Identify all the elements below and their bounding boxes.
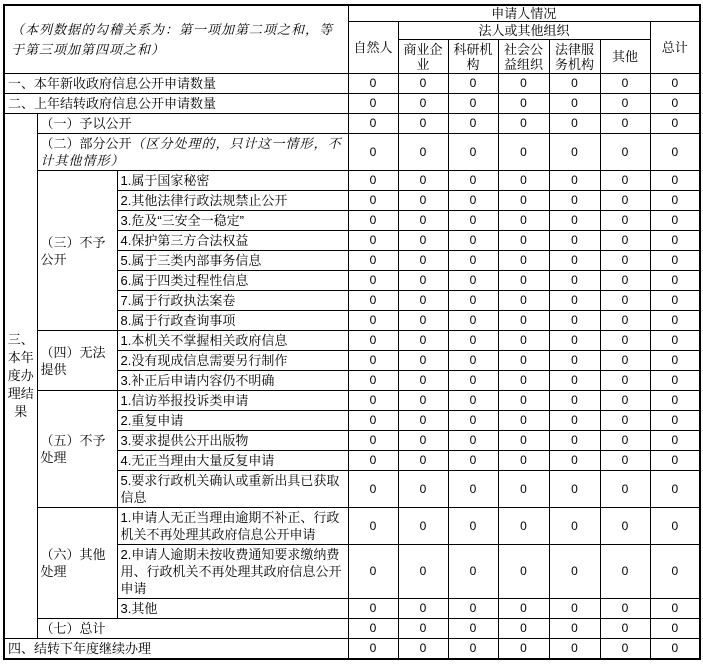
value-cell: 0 xyxy=(348,431,398,451)
value-cell: 0 xyxy=(549,134,600,171)
table-row xyxy=(4,331,700,351)
value-cell: 0 xyxy=(600,74,650,94)
value-cell: 0 xyxy=(600,191,650,211)
value-cell: 0 xyxy=(650,74,700,94)
value-cell: 0 xyxy=(348,114,398,134)
header-row-1 xyxy=(4,5,700,22)
value-cell: 0 xyxy=(398,545,448,599)
value-cell: 0 xyxy=(398,508,448,545)
value-cell: 0 xyxy=(600,351,650,371)
value-cell: 0 xyxy=(549,508,600,545)
value-cell: 0 xyxy=(348,599,398,619)
value-cell: 0 xyxy=(498,114,549,134)
value-cell: 0 xyxy=(498,311,549,331)
value-cell: 0 xyxy=(600,411,650,431)
value-cell: 0 xyxy=(398,351,448,371)
col-header-legal-or-other-org: 法人或其他组织 xyxy=(398,22,650,40)
col-header-legal-service-org: 法律服务机构 xyxy=(549,40,600,74)
value-cell: 0 xyxy=(448,639,498,660)
value-cell: 0 xyxy=(348,411,398,431)
value-cell: 0 xyxy=(398,211,448,231)
row-label-granted-disclosure: （一）予以公开 xyxy=(37,114,348,134)
value-cell: 0 xyxy=(600,331,650,351)
value-cell: 0 xyxy=(498,171,549,191)
table-row xyxy=(4,171,700,191)
value-cell: 0 xyxy=(448,231,498,251)
value-cell: 0 xyxy=(498,599,549,619)
table-body xyxy=(4,74,700,660)
value-cell: 0 xyxy=(348,171,398,191)
row-label-repeated-requests: 4.无正当理由大量反复申请 xyxy=(117,451,348,471)
value-cell: 0 xyxy=(498,619,549,639)
value-cell: 0 xyxy=(398,411,448,431)
value-cell: 0 xyxy=(549,391,600,411)
col-header-business-enterprise: 商业企业 xyxy=(398,40,448,74)
value-cell: 0 xyxy=(498,231,549,251)
value-cell: 0 xyxy=(348,94,398,114)
value-cell: 0 xyxy=(650,251,700,271)
value-cell: 0 xyxy=(600,391,650,411)
row-label-process-information: 6.属于四类过程性信息 xyxy=(117,271,348,291)
value-cell: 0 xyxy=(348,271,398,291)
value-cell: 0 xyxy=(348,311,398,331)
value-cell: 0 xyxy=(650,639,700,660)
value-cell: 0 xyxy=(398,371,448,391)
col-header-total: 总计 xyxy=(650,22,700,74)
col-header-natural-person: 自然人 xyxy=(348,22,398,74)
value-cell: 0 xyxy=(549,231,600,251)
row-label-overdue-no-correction: 1.申请人无正当理由逾期不补正、行政机关不再处理其政府信息公开申请 xyxy=(117,508,348,545)
value-cell: 0 xyxy=(348,471,398,508)
value-cell: 0 xyxy=(600,211,650,231)
value-cell: 0 xyxy=(398,311,448,331)
value-cell: 0 xyxy=(348,451,398,471)
value-cell: 0 xyxy=(498,271,549,291)
value-cell: 0 xyxy=(448,94,498,114)
value-cell: 0 xyxy=(348,211,398,231)
group-label-not-processed: （五）不予处理 xyxy=(37,391,117,508)
value-cell: 0 xyxy=(650,191,700,211)
value-cell: 0 xyxy=(549,371,600,391)
value-cell: 0 xyxy=(650,134,700,171)
value-cell: 0 xyxy=(549,271,600,291)
value-cell: 0 xyxy=(600,545,650,599)
value-cell: 0 xyxy=(398,451,448,471)
value-cell: 0 xyxy=(549,619,600,639)
value-cell: 0 xyxy=(398,331,448,351)
value-cell: 0 xyxy=(448,171,498,191)
value-cell: 0 xyxy=(498,291,549,311)
value-cell: 0 xyxy=(600,451,650,471)
value-cell: 0 xyxy=(498,411,549,431)
value-cell: 0 xyxy=(498,74,549,94)
value-cell: 0 xyxy=(600,271,650,291)
value-cell: 0 xyxy=(398,431,448,451)
value-cell: 0 xyxy=(549,311,600,331)
row-label-petition-complaint: 1.信访举报投诉类申请 xyxy=(117,391,348,411)
value-cell: 0 xyxy=(348,74,398,94)
value-cell: 0 xyxy=(549,639,600,660)
row-label-prohibited-by-law: 2.其他法律行政法规禁止公开 xyxy=(117,191,348,211)
value-cell: 0 xyxy=(600,508,650,545)
row-label-internal-affairs: 5.属于三类内部事务信息 xyxy=(117,251,348,271)
value-cell: 0 xyxy=(448,114,498,134)
value-cell: 0 xyxy=(348,619,398,639)
table-row xyxy=(4,639,700,660)
value-cell: 0 xyxy=(348,331,398,351)
value-cell: 0 xyxy=(600,431,650,451)
value-cell: 0 xyxy=(398,251,448,271)
value-cell: 0 xyxy=(448,599,498,619)
section-label-annual-results: 三、本年度办理结果 xyxy=(4,114,37,639)
value-cell: 0 xyxy=(348,545,398,599)
gov-info-disclosure-table xyxy=(3,4,701,660)
value-cell: 0 xyxy=(498,94,549,114)
value-cell: 0 xyxy=(600,471,650,508)
value-cell: 0 xyxy=(448,291,498,311)
value-cell: 0 xyxy=(348,231,398,251)
value-cell: 0 xyxy=(348,371,398,391)
row-label-public-publications: 3.要求提供公开出版物 xyxy=(117,431,348,451)
value-cell: 0 xyxy=(549,251,600,271)
value-cell: 0 xyxy=(549,94,600,114)
value-cell: 0 xyxy=(650,411,700,431)
value-cell: 0 xyxy=(398,391,448,411)
col-header-social-welfare-org: 社会公益组织 xyxy=(498,40,549,74)
value-cell: 0 xyxy=(650,619,700,639)
value-cell: 0 xyxy=(549,191,600,211)
value-cell: 0 xyxy=(448,451,498,471)
value-cell: 0 xyxy=(398,271,448,291)
table-row xyxy=(4,114,700,134)
value-cell: 0 xyxy=(600,311,650,331)
row-label-new-requests: 一、本年新收政府信息公开申请数量 xyxy=(4,74,348,94)
value-cell: 0 xyxy=(448,191,498,211)
value-cell: 0 xyxy=(600,599,650,619)
value-cell: 0 xyxy=(650,311,700,331)
value-cell: 0 xyxy=(498,211,549,231)
row-label-duplicate-request: 2.重复申请 xyxy=(117,411,348,431)
value-cell: 0 xyxy=(549,411,600,431)
value-cell: 0 xyxy=(398,231,448,251)
value-cell: 0 xyxy=(498,639,549,660)
table-row xyxy=(4,74,700,94)
value-cell: 0 xyxy=(650,508,700,545)
value-cell: 0 xyxy=(498,351,549,371)
value-cell: 0 xyxy=(448,391,498,411)
value-cell: 0 xyxy=(498,134,549,171)
value-cell: 0 xyxy=(348,251,398,271)
col-header-research-institution: 科研机构 xyxy=(448,40,498,74)
value-cell: 0 xyxy=(600,114,650,134)
value-cell: 0 xyxy=(348,351,398,371)
value-cell: 0 xyxy=(398,291,448,311)
table-row xyxy=(4,134,700,171)
value-cell: 0 xyxy=(448,411,498,431)
value-cell: 0 xyxy=(348,391,398,411)
value-cell: 0 xyxy=(650,351,700,371)
value-cell: 0 xyxy=(498,331,549,351)
row-label-italic-note: （区分处理的，只计这一情形，不计其他情形） xyxy=(40,136,342,168)
value-cell: 0 xyxy=(398,74,448,94)
value-cell: 0 xyxy=(650,431,700,451)
value-cell: 0 xyxy=(600,231,650,251)
value-cell: 0 xyxy=(498,371,549,391)
value-cell: 0 xyxy=(549,599,600,619)
value-cell: 0 xyxy=(549,545,600,599)
value-cell: 0 xyxy=(650,331,700,351)
value-cell: 0 xyxy=(448,74,498,94)
value-cell: 0 xyxy=(650,114,700,134)
value-cell: 0 xyxy=(398,114,448,134)
value-cell: 0 xyxy=(448,545,498,599)
value-cell: 0 xyxy=(650,371,700,391)
value-cell: 0 xyxy=(498,391,549,411)
row-label-subtotal: （七）总计 xyxy=(37,619,348,639)
value-cell: 0 xyxy=(448,508,498,545)
value-cell: 0 xyxy=(600,94,650,114)
value-cell: 0 xyxy=(650,231,700,251)
value-cell: 0 xyxy=(448,331,498,351)
value-cell: 0 xyxy=(600,171,650,191)
value-cell: 0 xyxy=(448,371,498,391)
value-cell: 0 xyxy=(398,94,448,114)
value-cell: 0 xyxy=(549,431,600,451)
value-cell: 0 xyxy=(348,191,398,211)
value-cell: 0 xyxy=(398,171,448,191)
row-label-carried-to-next-year: 四、结转下年度继续办理 xyxy=(4,639,348,660)
row-label-admin-inquiry: 8.属于行政查询事项 xyxy=(117,311,348,331)
value-cell: 0 xyxy=(498,545,549,599)
value-cell: 0 xyxy=(498,191,549,211)
table-row xyxy=(4,391,700,411)
value-cell: 0 xyxy=(600,134,650,171)
value-cell: 0 xyxy=(498,471,549,508)
value-cell: 0 xyxy=(650,94,700,114)
value-cell: 0 xyxy=(348,508,398,545)
value-cell: 0 xyxy=(498,451,549,471)
value-cell: 0 xyxy=(600,619,650,639)
value-cell: 0 xyxy=(348,639,398,660)
value-cell: 0 xyxy=(498,251,549,271)
row-label-reconfirm-information: 5.要求行政机关确认或重新出具已获取信息 xyxy=(117,471,348,508)
value-cell: 0 xyxy=(448,211,498,231)
value-cell: 0 xyxy=(650,171,700,191)
value-cell: 0 xyxy=(448,311,498,331)
value-cell: 0 xyxy=(549,451,600,471)
value-cell: 0 xyxy=(650,451,700,471)
table-row xyxy=(4,94,700,114)
value-cell: 0 xyxy=(448,619,498,639)
value-cell: 0 xyxy=(549,171,600,191)
value-cell: 0 xyxy=(650,291,700,311)
value-cell: 0 xyxy=(398,134,448,171)
row-label-carried-over-requests: 二、上年结转政府信息公开申请数量 xyxy=(4,94,348,114)
value-cell: 0 xyxy=(448,351,498,371)
value-cell: 0 xyxy=(448,134,498,171)
value-cell: 0 xyxy=(650,271,700,291)
value-cell: 0 xyxy=(650,391,700,411)
value-cell: 0 xyxy=(600,371,650,391)
value-cell: 0 xyxy=(650,545,700,599)
table-row xyxy=(4,508,700,545)
value-cell: 0 xyxy=(498,508,549,545)
row-label-state-secret: 1.属于国家秘密 xyxy=(117,171,348,191)
group-label-other-handling: （六）其他处理 xyxy=(37,508,117,619)
value-cell: 0 xyxy=(448,251,498,271)
row-label-not-held: 1.本机关不掌握相关政府信息 xyxy=(117,331,348,351)
value-cell: 0 xyxy=(600,251,650,271)
note-cell: （本列数据的勾稽关系为：第一项加第二项之和，等于第三项加第四项之和） xyxy=(4,5,348,74)
value-cell: 0 xyxy=(398,639,448,660)
value-cell: 0 xyxy=(549,331,600,351)
row-label-still-unclear: 3.补正后申请内容仍不明确 xyxy=(117,371,348,391)
value-cell: 0 xyxy=(650,599,700,619)
row-label-endanger-security: 3.危及“三安全一稳定” xyxy=(117,211,348,231)
group-label-refused-disclosure: （三）不予公开 xyxy=(37,171,117,331)
table-row xyxy=(4,619,700,639)
value-cell: 0 xyxy=(448,271,498,291)
row-label-overdue-no-payment: 2.申请人逾期未按收费通知要求缴纳费用、行政机关不再处理其政府信息公开申请 xyxy=(117,545,348,599)
row-label-partial-disclosure: （二）部分公开（区分处理的，只计这一情形，不计其他情形） xyxy=(37,134,348,171)
value-cell: 0 xyxy=(398,471,448,508)
value-cell: 0 xyxy=(398,599,448,619)
col-header-applicant-situation: 申请人情况 xyxy=(348,5,700,22)
value-cell: 0 xyxy=(348,134,398,171)
value-cell: 0 xyxy=(549,471,600,508)
row-label-other: 3.其他 xyxy=(117,599,348,619)
value-cell: 0 xyxy=(448,431,498,451)
value-cell: 0 xyxy=(600,291,650,311)
value-cell: 0 xyxy=(498,431,549,451)
value-cell: 0 xyxy=(600,639,650,660)
group-label-unable-to-provide: （四）无法提供 xyxy=(37,331,117,391)
value-cell: 0 xyxy=(650,471,700,508)
value-cell: 0 xyxy=(549,211,600,231)
col-header-other-org: 其他 xyxy=(600,40,650,74)
value-cell: 0 xyxy=(549,114,600,134)
value-cell: 0 xyxy=(549,351,600,371)
value-cell: 0 xyxy=(650,211,700,231)
row-label-needs-production: 2.没有现成信息需要另行制作 xyxy=(117,351,348,371)
value-cell: 0 xyxy=(348,291,398,311)
value-cell: 0 xyxy=(398,619,448,639)
value-cell: 0 xyxy=(549,74,600,94)
value-cell: 0 xyxy=(398,191,448,211)
row-label-third-party-rights: 4.保护第三方合法权益 xyxy=(117,231,348,251)
value-cell: 0 xyxy=(549,291,600,311)
value-cell: 0 xyxy=(448,471,498,508)
row-label-enforcement-files: 7.属于行政执法案卷 xyxy=(117,291,348,311)
